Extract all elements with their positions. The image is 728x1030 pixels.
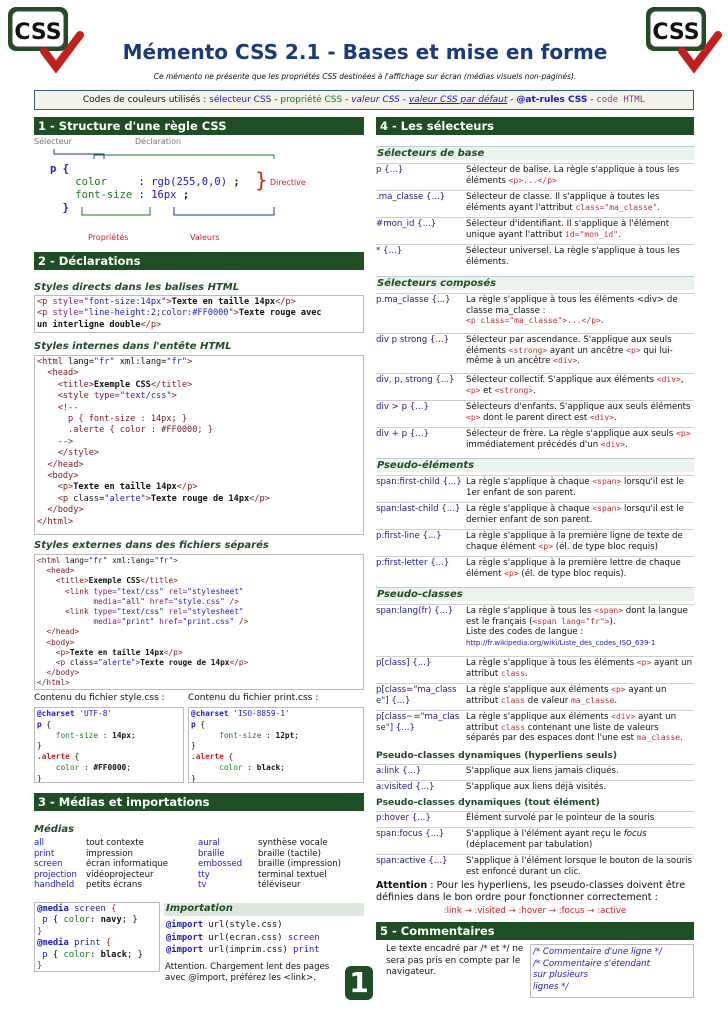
selector-row: div > p {...} Sélecteurs d'enfants. S'applique aux seuls éléments <p> dont le parent direct est <div>. xyxy=(376,400,694,425)
section-4-header: 4 - Les sélecteurs xyxy=(376,117,694,135)
style-css-code: @charset 'UTF-8' p { font-size : 14px; } .alerte { color : #FF0000; } xyxy=(34,707,184,783)
legend-property: propriété CSS xyxy=(280,95,343,105)
medias-table xyxy=(34,838,378,891)
selector-row: .ma_classe {...} Sélecteur de classe. Il s'applique à toutes les éléments ayant l'attribut class="ma_classe". xyxy=(376,190,694,215)
media-description: impression xyxy=(86,848,133,859)
legend-at-rules: @at-rules CSS xyxy=(516,95,588,105)
selector-row: #mon_id {...} Sélecteur d'identifiant. Il s'applique à l'élément unique ayant l'attribut id="mon_id". xyxy=(376,217,694,242)
dynamic-link-pseudo-classes-title: Pseudo-classes dynamiques (hyperliens seuls) xyxy=(376,750,618,761)
section-5-header: 5 - Commentaires xyxy=(376,922,694,940)
page-subtitle: Ce mémento ne présente que les propriétés CSS destinées à l'affichage sur écran (médias visuels non-paginés). xyxy=(153,72,577,81)
section-2-header: 2 - Déclarations xyxy=(34,252,364,270)
color-codes-legend: Codes de couleurs utilisés : sélecteur CSS - propriété CSS - valeur CSS - valeur CSS par défaut - @at-rules CSS - code HTML xyxy=(34,90,694,110)
media-description: téléviseur xyxy=(258,880,301,891)
direct-styles-code: <p style="font-size:14px">Texte en taille 14px</p> <p style="line-height:2;color:#FF0000">Texte rouge avec un interligne double</p> xyxy=(34,295,364,333)
section-1-header: 1 - Structure d'une règle CSS xyxy=(34,117,364,135)
label-proprietes: Propriétés xyxy=(88,233,129,242)
pseudo-elements-title: Pseudo-éléments xyxy=(376,458,694,472)
media-rule-code: @media screen { p { color: navy; } } @media print { p { color: black; } } xyxy=(34,902,160,972)
comments-explanation: Le texte encadré par /* et */ ne sera pas pris en compte par le navigateur. xyxy=(386,944,524,977)
media-type: all xyxy=(34,838,45,848)
selector-row: * {...} Sélecteur universel. La règle s'applique à tous les éléments. xyxy=(376,244,694,269)
media-row xyxy=(34,880,378,891)
media-description: synthèse vocale xyxy=(258,838,328,848)
media-description: braille (tactile) xyxy=(258,848,321,859)
print-css-label: Contenu du fichier print.css : xyxy=(188,693,319,703)
label-selecteur: Sélecteur xyxy=(34,137,72,146)
dynamic-all-pseudo-classes-title: Pseudo-classes dynamiques (tout élément) xyxy=(376,797,600,808)
media-description: vidéoprojecteur xyxy=(86,869,154,880)
legend-html-code: code HTML xyxy=(596,95,646,105)
label-valeurs: Valeurs xyxy=(190,233,220,242)
media-type: projection xyxy=(34,869,77,880)
legend-selector: sélecteur CSS xyxy=(209,95,272,105)
media-type: braille xyxy=(198,848,225,859)
selector-row: p[class="ma_class e"] {...} La règle s'applique aux éléments <p> ayant un attribut class de valeur ma_classe. xyxy=(376,683,694,708)
print-css-code: @charset 'ISO-8859-1' p { font-size : 12pt; } .alerte { color : black; } xyxy=(188,707,364,783)
css-logo-right-icon xyxy=(644,5,722,75)
rule-structure-code: p { color : rgb(255,0,0) ; font-size : 16px ; } xyxy=(50,163,240,214)
selector-row: div p strong {...} Sélecteur par ascendance. S'applique aux seuls éléments <strong> ayant un ancêtre <p> qui lui-même à un ancêtre <div>. xyxy=(376,333,694,371)
section-3-header: 3 - Médias et importations xyxy=(34,793,364,811)
selector-row: span:lang(fr) {...} La règle s'applique à tous les <span> dont la langue est le français (<span lang="fr">). Liste des codes de langue : http://fr.wikipedia.org/wiki/Liste_des_codes_ISO_639-1 xyxy=(376,604,694,654)
selector-row: span:focus {...} S'applique à l'élément ayant reçu le focus (déplacement par tabulation) xyxy=(376,827,694,852)
medias-title: Médias xyxy=(34,824,75,835)
external-styles-code: <html lang="fr" xml:lang="fr"> <head> <title>Exemple CSS</title> <link type="text/css" rel="stylesheet" media="all" href="style.css" /> <link type="text/css" rel="stylesheet" media="print" href="print.css" /> </head> <body> <p>Texte en taille 14px</p> <p class="alerte">Texte rouge de 14px</p> </body> </html> xyxy=(34,554,364,690)
external-styles-title: Styles externes dans des fichiers séparés xyxy=(34,540,269,551)
media-type: embossed xyxy=(198,859,243,870)
media-row xyxy=(34,849,378,860)
import-title: Importation xyxy=(164,903,364,916)
selector-row: p[class] {...} La règle s'applique à tous les éléments <p> ayant un attribut class. xyxy=(376,656,694,681)
svg-text:CSS: CSS xyxy=(652,20,700,45)
pseudo-class-order: :link → :visited → :hover → :focus → :active xyxy=(443,906,627,916)
legend-value: valeur CSS xyxy=(351,95,400,105)
label-directive: Directive xyxy=(270,178,306,187)
media-row xyxy=(34,838,378,849)
comments-example: /* Commentaire d'une ligne */ /* Commentaire s'étendant sur plusieurs lignes */ xyxy=(530,944,694,998)
selector-row: p:first-letter {...} La règle s'applique à la première lettre de chaque élément <p> (él. de type bloc requis). xyxy=(376,556,694,581)
media-row xyxy=(34,859,378,870)
directive-brace: } xyxy=(255,168,268,192)
media-type: screen xyxy=(34,859,63,870)
import-code: @import url(style.css) @import url(ecran.css) screen @import url(imprim.css) print xyxy=(164,918,364,958)
media-type: print xyxy=(34,848,55,859)
composed-selectors-title: Sélecteurs composés xyxy=(376,276,694,290)
selector-row: div, p, strong {...} Sélecteur collectif. S'applique aux éléments <div>, <p> et <strong>. xyxy=(376,373,694,398)
selector-row: div + p {...} Sélecteur de frère. La règle s'applique aux seuls <p> immédiatement précédés d'un <div>. xyxy=(376,427,694,452)
media-type: aural xyxy=(198,838,220,848)
selector-row: span:last-child {...} La règle s'applique à chaque <span> lorsqu'il est le dernier enfant de son parent. xyxy=(376,502,694,527)
media-description: tout contexte xyxy=(86,838,144,848)
css-logo-left-icon xyxy=(6,5,84,75)
media-type: tty xyxy=(198,869,210,880)
internal-styles-title: Styles internes dans l'entête HTML xyxy=(34,341,232,352)
selector-row: p {...} Sélecteur de balise. La règle s'applique à tous les éléments <p>...</p> xyxy=(376,163,694,188)
internal-styles-code: <html lang="fr" xml:lang="fr"> <head> <title>Exemple CSS</title> <style type="text/css"> <!-- p { font-size : 14px; } .alerte { color : #FF0000; } --> </style> </head> <body> <p>Texte en taille 14px</p> <p class="alerte">Texte rouge de 14px</p> </body> </html> xyxy=(34,355,364,535)
pseudo-class-order-attention: Attention : Pour les hyperliens, les pseudo-classes doivent être définies dans le bon ordre pour fonctionner correctement : xyxy=(376,880,686,903)
page-number: 1 xyxy=(345,966,373,1000)
selector-row: a:link {...} S'applique aux liens jamais cliqués. xyxy=(376,764,694,778)
selector-row: span:first-child {...} La règle s'applique à chaque <span> lorsqu'il est le 1er enfant de son parent. xyxy=(376,475,694,500)
selector-row: p.ma_classe {...} La règle s'applique à tous les éléments <div> de classe ma_classe : <p class="ma_classe">...</p>. xyxy=(376,293,694,331)
selector-row: p[class~="ma_clas se"] {...} La règle s'applique aux éléments <div> ayant un attribut class contenant une liste de valeurs séparés par des espaces dont l'une est ma_classe. xyxy=(376,710,694,748)
direct-styles-title: Styles directs dans les balises HTML xyxy=(34,282,240,293)
selector-row: p:first-line {...} La règle s'applique à la première ligne de texte de chaque élément <p> (él. de type bloc requis) xyxy=(376,529,694,554)
selector-row: a:visited {...} S'applique aux liens déjà visités. xyxy=(376,780,694,794)
media-description: braille (impression) xyxy=(258,859,342,870)
page-title: Mémento CSS 2.1 - Bases et mise en forme xyxy=(122,40,608,64)
style-css-label: Contenu du fichier style.css : xyxy=(34,693,165,703)
selector-row: p:hover {...} Élément survolé par le pointeur de la souris xyxy=(376,811,694,825)
media-row xyxy=(34,870,378,881)
legend-default-value: valeur CSS par défaut xyxy=(408,95,508,105)
base-selectors-title: Sélecteurs de base xyxy=(376,146,694,160)
selector-row: span:active {...} S'applique à l'élément lorsque le bouton de la souris est enfoncé durant un clic. xyxy=(376,854,694,879)
media-type: tv xyxy=(198,880,207,891)
media-description: écran informatique xyxy=(86,859,169,870)
svg-text:CSS: CSS xyxy=(14,20,62,45)
media-type: handheld xyxy=(34,880,75,891)
import-attention: Attention. Chargement lent des pages avec @import, préférez les <link>. xyxy=(165,962,330,983)
media-description: terminal textuel xyxy=(258,869,327,880)
media-description: petits écrans xyxy=(86,880,142,891)
label-declaration: Déclaration xyxy=(135,137,182,146)
pseudo-classes-title: Pseudo-classes xyxy=(376,587,694,601)
